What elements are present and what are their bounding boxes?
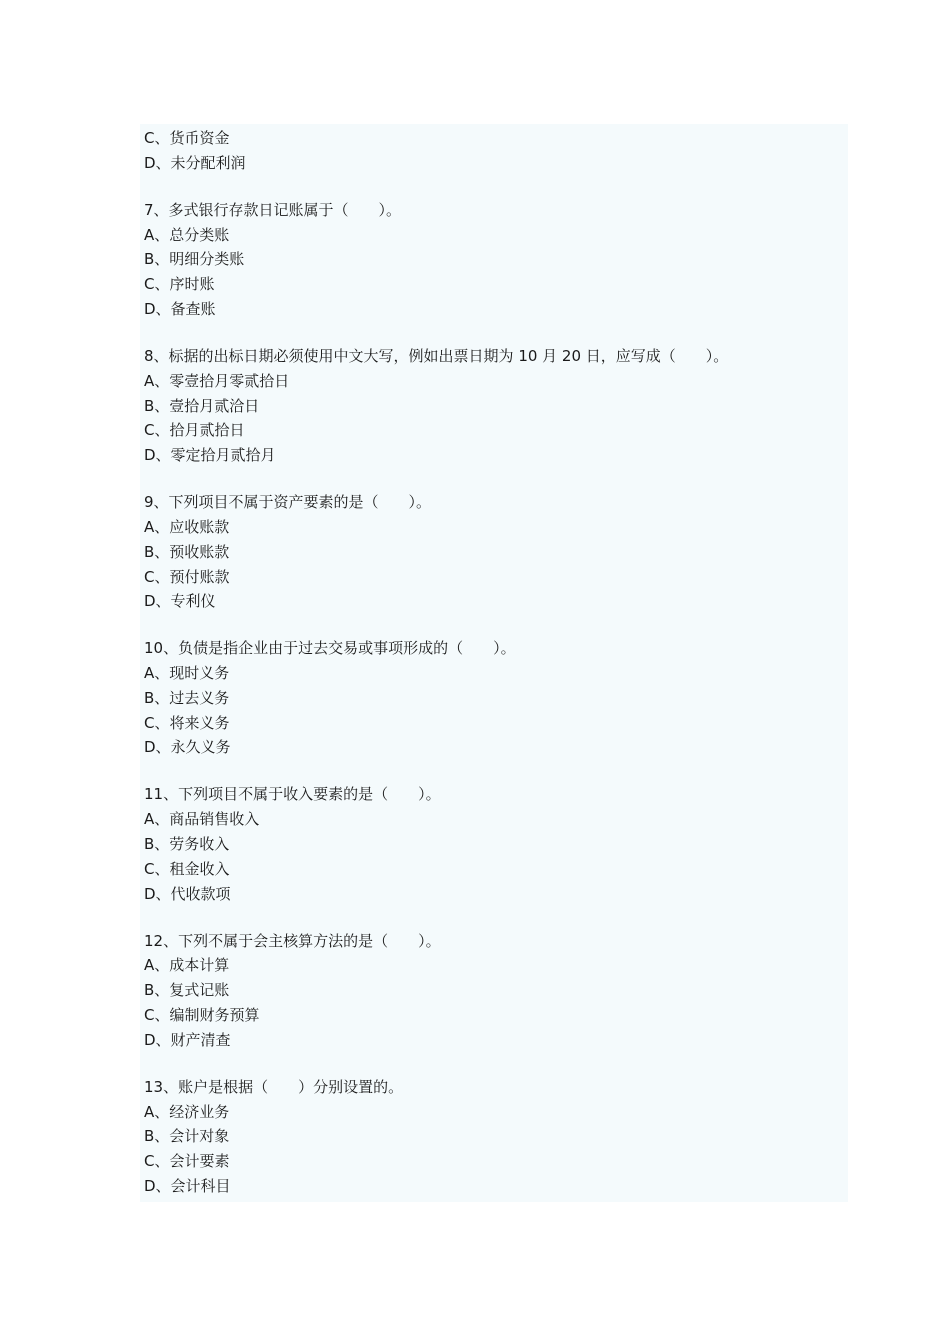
option-b: B、会计对象 (144, 1127, 230, 1146)
option-b: B、过去义务 (144, 688, 230, 707)
question-stem: 9、下列项目不属于资产要素的是（ ）。 (144, 493, 432, 512)
question-12 (144, 929, 848, 1053)
spacer (144, 1053, 848, 1075)
option-c: C、将来义务 (144, 713, 230, 732)
option-d: D、财产清查 (144, 1030, 231, 1049)
spacer (144, 760, 848, 782)
document-body (140, 124, 848, 1202)
option-a: A、总分类账 (144, 225, 230, 244)
option-a: A、商品销售收入 (144, 810, 260, 829)
option-d: D、备查账 (144, 299, 216, 318)
spacer (144, 614, 848, 636)
option-d: D、代收款项 (144, 884, 231, 903)
option-a: A、经济业务 (144, 1102, 230, 1121)
question-7 (144, 198, 848, 322)
question-stem: 8、标据的出标日期必须使用中文大写，例如出票日期为 10 月 20 日，应写成（ ）。 (144, 346, 729, 365)
option-b: B、明细分类账 (144, 250, 245, 269)
question-list (144, 126, 848, 1199)
option-a: A、零壹拾月零贰拾日 (144, 371, 290, 390)
question-10 (144, 636, 848, 760)
option-d: D、会计科目 (144, 1177, 231, 1195)
previous-question-fragment (144, 126, 848, 176)
question-stem: 10、负债是指企业由于过去交易或事项形成的（ ）。 (144, 639, 516, 658)
spacer (144, 468, 848, 490)
question-stem: 7、多式银行存款日记账属于（ ）。 (144, 200, 402, 219)
option-c: C、租金收入 (144, 859, 230, 878)
question-9 (144, 490, 848, 614)
option-d: D、专利仪 (144, 592, 216, 611)
option-d: D、零定拾月贰拾月 (144, 446, 276, 465)
option-b: B、复式记账 (144, 981, 230, 1000)
question-stem: 12、下列不属于会主核算方法的是（ ）。 (144, 931, 441, 950)
option-d: D、未分配利润 (144, 153, 246, 172)
spacer (144, 322, 848, 344)
option-c: C、预付账款 (144, 567, 230, 586)
option-d: D、永久义务 (144, 738, 231, 757)
question-13 (144, 1075, 848, 1199)
question-stem: 13、账户是根据（ ）分别设置的。 (144, 1077, 404, 1096)
option-c: C、会计要素 (144, 1152, 230, 1171)
option-a: A、应收账款 (144, 517, 230, 536)
question-11 (144, 782, 848, 906)
option-c: C、货币资金 (144, 129, 230, 147)
option-a: A、现时义务 (144, 664, 230, 683)
option-c: C、拾月贰拾日 (144, 421, 245, 440)
question-8 (144, 344, 848, 468)
option-b: B、预收账款 (144, 542, 230, 561)
option-c: C、序时账 (144, 275, 215, 294)
option-b: B、劳务收入 (144, 835, 230, 854)
question-stem: 11、下列项目不属于收入要素的是（ ）。 (144, 785, 441, 804)
option-c: C、编制财务预算 (144, 1006, 260, 1025)
spacer (144, 176, 848, 198)
option-b: B、壹拾月贰洽日 (144, 396, 260, 415)
spacer (144, 906, 848, 928)
option-a: A、成本计算 (144, 956, 230, 975)
